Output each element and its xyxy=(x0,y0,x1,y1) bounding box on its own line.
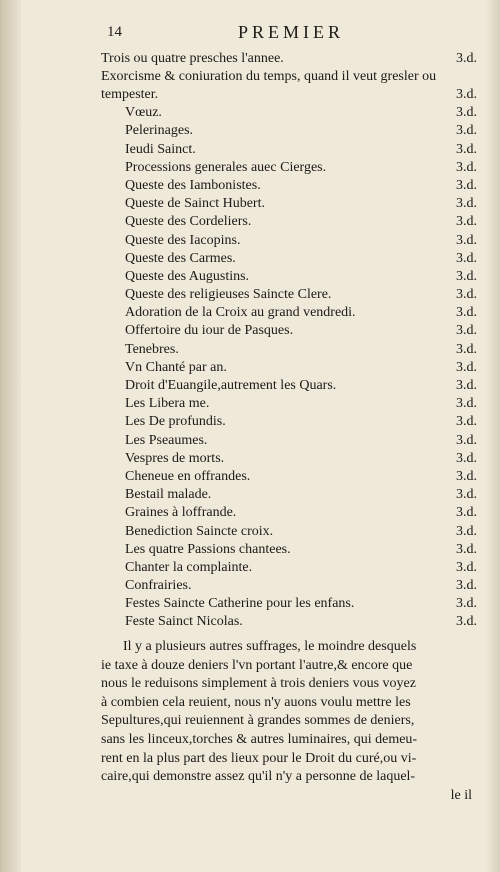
fee-entry xyxy=(101,159,477,177)
fee-entry xyxy=(101,450,477,468)
fee-entry-amount: 3.d. xyxy=(456,51,477,66)
fee-entry-amount: 3.d. xyxy=(456,123,477,139)
fee-entry xyxy=(101,341,477,359)
page-gutter-shadow xyxy=(1,0,21,872)
fee-entry-amount: 3.d. xyxy=(456,396,477,412)
fee-entry-amount: 3.d. xyxy=(456,468,477,484)
fee-entry-text: Confrairies. xyxy=(125,578,192,594)
fee-entry-amount: 3.d. xyxy=(456,487,477,503)
fee-entry-amount: 3.d. xyxy=(456,105,477,121)
fee-entry xyxy=(101,504,477,522)
fee-entry-text: Queste des Iacopins. xyxy=(125,232,241,248)
fee-entry xyxy=(101,68,477,104)
paragraph-line: ie taxe à douze deniers l'vn portant l'autre,& encore que xyxy=(101,657,413,673)
paragraph-line: nous le reduisons simplement à trois deniers vous voyez xyxy=(101,676,416,692)
paragraph-line: à combien cela reuient, nous n'y auons voulu mettre les xyxy=(101,694,411,710)
fee-entry-amount: 3.d. xyxy=(456,359,477,375)
fee-entry xyxy=(101,359,477,377)
fee-entry xyxy=(101,250,477,268)
fee-entry-text: Queste de Sainct Hubert. xyxy=(125,196,265,212)
fee-entry-text: Droit d'Euangile,autrement les Quars. xyxy=(125,378,337,393)
page-header xyxy=(101,22,481,46)
fee-entry-amount: 3.d. xyxy=(456,287,477,303)
fee-entry-amount: 3.d. xyxy=(456,214,477,230)
fee-entry xyxy=(101,122,477,140)
fee-entry-text: Vn Chanté par an. xyxy=(125,359,227,375)
fee-entry xyxy=(101,322,477,340)
fee-entry xyxy=(101,486,477,504)
fee-entry xyxy=(101,523,477,541)
fee-entry-amount: 3.d. xyxy=(456,596,477,612)
fee-entry xyxy=(101,141,477,159)
fee-entry-text: Vœuz. xyxy=(125,105,162,121)
fee-entry-amount: 3.d. xyxy=(456,87,477,103)
fee-entry-amount: 3.d. xyxy=(456,196,477,212)
fee-entry xyxy=(101,595,477,613)
paragraph-line: Il y a plusieurs autres suffrages, le moindre desquels xyxy=(123,639,417,654)
fee-entry-text: Queste des Iambonistes. xyxy=(125,177,261,193)
catchword: le il xyxy=(450,788,472,803)
fee-entry-text: Graines à loffrande. xyxy=(125,505,237,521)
fee-entry-amount: 3.d. xyxy=(456,305,477,321)
fee-entry xyxy=(101,104,477,122)
paragraph-line: rent en la plus part des lieux pour le Droit du curé,ou vi- xyxy=(101,750,417,766)
fee-entry-amount: 3.d. xyxy=(456,450,477,466)
fee-entry xyxy=(101,432,477,450)
fee-entry-amount: 3.d. xyxy=(456,505,477,521)
fee-entry-text: Ieudi Sainct. xyxy=(125,141,196,157)
fee-entry-amount: 3.d. xyxy=(456,159,477,175)
fee-entry-text: Les De profundis. xyxy=(125,414,226,430)
fee-entry xyxy=(101,559,477,577)
fee-entry-text: Queste des Augustins. xyxy=(125,268,250,284)
fee-entry-text: Vespres de morts. xyxy=(125,450,225,466)
fee-entry-amount: 3.d. xyxy=(456,268,477,284)
fee-entry-text: Queste des Carmes. xyxy=(125,250,236,266)
fee-entry xyxy=(101,304,477,322)
fee-entry-amount: 3.d. xyxy=(456,232,477,248)
fee-entry-amount: 3.d. xyxy=(456,578,477,594)
fee-entry-text: Les quatre Passions chantees. xyxy=(125,541,291,557)
fee-entry-amount: 3.d. xyxy=(456,614,477,630)
fee-entry xyxy=(101,577,477,595)
paragraph-line: Sepultures,qui reuiennent à grandes sommes de deniers, xyxy=(101,713,415,729)
fee-entry-text: Bestail malade. xyxy=(125,487,212,503)
fee-entry-amount: 3.d. xyxy=(456,541,477,557)
fee-entry xyxy=(101,177,477,195)
fee-entry xyxy=(101,268,477,286)
fee-entry xyxy=(101,286,477,304)
fee-entry xyxy=(101,613,477,631)
fee-entry xyxy=(101,50,477,68)
fee-entry xyxy=(101,232,477,250)
running-title: PREMIER xyxy=(237,22,344,42)
paragraph-line: caire,qui demonstre assez qu'il n'y a personne de laquel- xyxy=(101,769,416,785)
fee-entry xyxy=(101,213,477,231)
fee-entry-amount: 3.d. xyxy=(456,250,477,266)
fee-entry-text: Chanter la complainte. xyxy=(125,559,253,575)
fee-entry-amount: 3.d. xyxy=(456,559,477,575)
fee-entry-text: Offertoire du iour de Pasques. xyxy=(125,323,294,339)
fee-entry-amount: 3.d. xyxy=(456,378,477,393)
fee-entry-text: Pelerinages. xyxy=(125,123,194,139)
fee-entry xyxy=(101,468,477,486)
fee-entry-text: Queste des religieuses Saincte Clere. xyxy=(125,287,332,303)
fee-entry xyxy=(101,541,477,559)
fee-entry-amount: 3.d. xyxy=(456,141,477,157)
paragraph-line: sans les linceux,torches & autres luminaires, qui demeu- xyxy=(101,731,418,747)
fee-entry-text: Feste Sainct Nicolas. xyxy=(125,614,243,630)
fee-entry xyxy=(101,377,477,395)
fee-entry-text: Exorcisme & coniuration du temps, quand il veut gresler ou tempester. xyxy=(101,69,437,103)
fee-entry-text: Les Pseaumes. xyxy=(125,432,208,448)
fee-entry-text: Queste des Cordeliers. xyxy=(125,214,252,230)
fee-entry-text: Adoration de la Croix au grand vendredi. xyxy=(125,305,356,321)
page-number: 14 xyxy=(107,24,122,40)
fee-entry-text: Processions generales auec Cierges. xyxy=(125,159,327,175)
fee-entry-text: Benediction Saincte croix. xyxy=(125,523,274,539)
fee-entry-amount: 3.d. xyxy=(456,432,477,448)
fee-entry-text: Cheneue en offrandes. xyxy=(125,468,251,484)
fee-entry-text: Festes Saincte Catherine pour les enfans. xyxy=(125,596,355,612)
fee-entry-amount: 3.d. xyxy=(456,177,477,193)
fee-entry-amount: 3.d. xyxy=(456,414,477,430)
fee-entry-text: Tenebres. xyxy=(125,341,179,357)
fee-entry xyxy=(101,395,477,413)
closing-paragraph xyxy=(101,638,477,787)
fee-entry xyxy=(101,413,477,431)
fee-entry-amount: 3.d. xyxy=(456,323,477,339)
fee-entry-amount: 3.d. xyxy=(456,341,477,357)
fee-entry-text: Les Libera me. xyxy=(125,396,210,412)
fee-entry-text: Trois ou quatre presches l'annee. xyxy=(101,51,284,66)
fee-entry xyxy=(101,195,477,213)
page-edge-shadow xyxy=(486,0,500,872)
fee-list xyxy=(101,50,477,632)
fee-entry-amount: 3.d. xyxy=(456,523,477,539)
